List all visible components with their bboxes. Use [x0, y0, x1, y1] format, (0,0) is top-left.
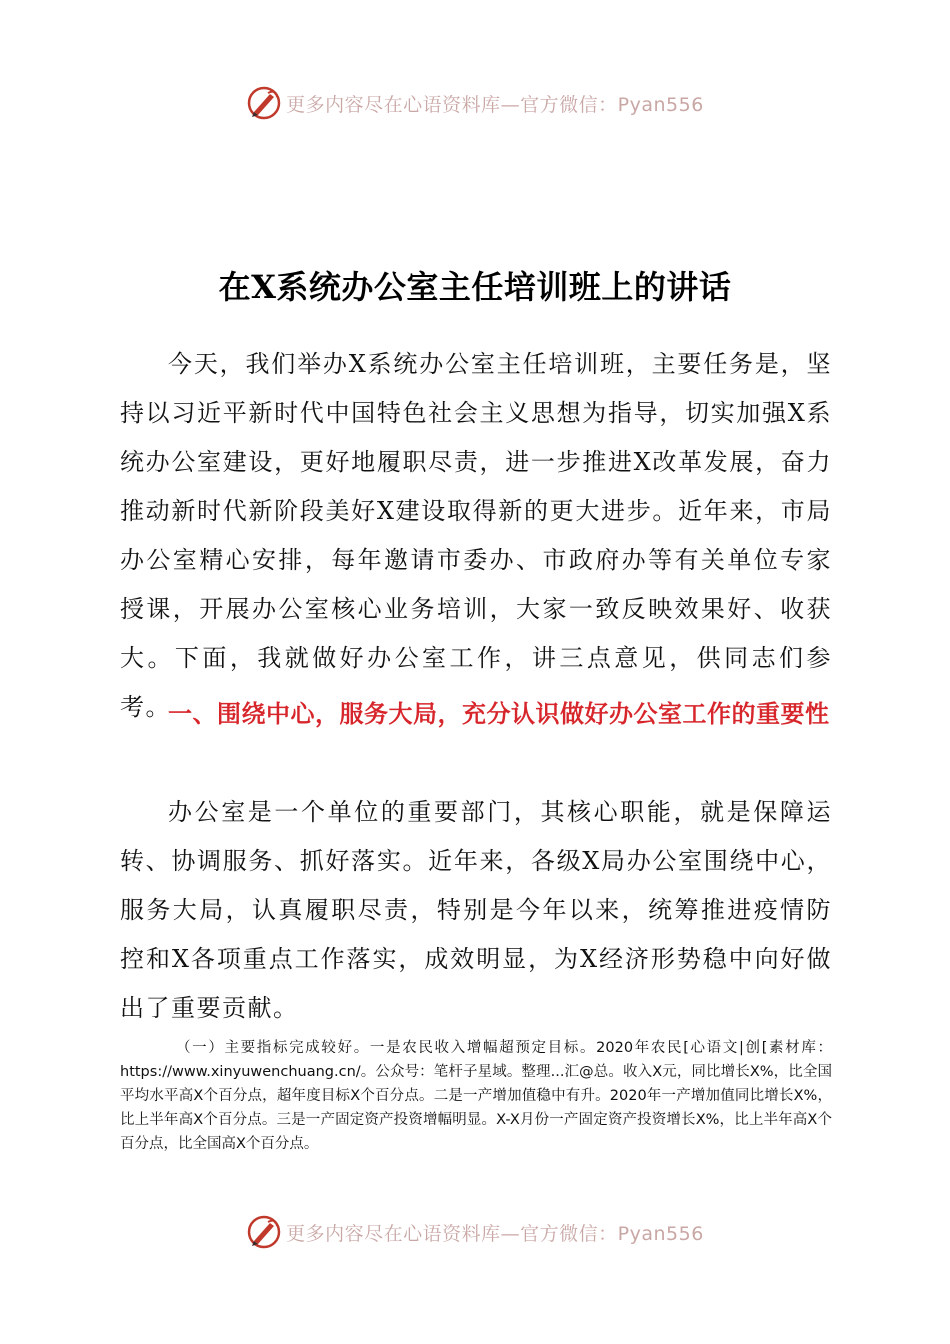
- document-title: 在X系统办公室主任培训班上的讲话: [218, 268, 732, 306]
- wechat-id: Pyan556: [617, 1222, 704, 1245]
- section-one: [120, 690, 832, 739]
- opening-paragraph: 今天，我们举办X系统办公室主任培训班，主要任务是，坚持以习近平新时代中国特色社会主义思想为指导，切实加强X系统办公室建设，更好地履职尽责，进一步推进X改革发展，奋力推动新时代新阶段美好X建设取得新的更大进步。近年来，市局办公室精心安排，每年邀请市委办、市政府办等有关单位专家授课，开展办公室核心业务培训，大家一致反映效果好、收获大。下面，我就做好办公室工作，讲三点意见，供同志们参考。: [120, 350, 832, 721]
- section-paragraph: 办公室是一个单位的重要部门，其核心职能，就是保障运转、协调服务、抓好落实。近年来，各级X局办公室围绕中心，服务大局，认真履职尽责，特别是今年以来，统筹推进疫情防控和X各项重点工作落实，成效明显，为X经济形势稳中向好做出了重要贡献。: [120, 798, 832, 1022]
- pen-logo-icon: [246, 85, 282, 121]
- watermark-footer: [0, 1212, 950, 1252]
- watermark-text: 更多内容尽在心语资料库—官方微信：Pyan556: [286, 1222, 704, 1245]
- wechat-id: Pyan556: [617, 93, 704, 116]
- footnote: （一）主要指标完成较好。一是农民收入增幅超预定目标。2020年农民[心语文|创[素材库：https://www.xinyuwenchuang.cn/。公众号：笔杆子星域。整理...汇@总。收入X元，同比增长X%，比全国平均水平高X个百分点，超年度目标X个百分点。二是一产增加值稳中有升。2020年一产增加值同比增长X%，比上半年高X个百分点。三是一产固定资产投资增幅明显。X-X月份一产固定资产投资增长X%，比上半年高X个百分点，比全国高X个百分点。: [120, 1040, 832, 1152]
- watermark-text: 更多内容尽在心语资料库—官方微信：Pyan556: [286, 93, 704, 116]
- pen-logo-icon: [246, 1214, 282, 1250]
- watermark-header: [0, 83, 950, 123]
- opening-section: [120, 340, 832, 732]
- section-heading: 一、围绕中心，服务大局，充分认识做好办公室工作的重要性: [168, 700, 830, 728]
- section-one-body: [120, 788, 832, 1033]
